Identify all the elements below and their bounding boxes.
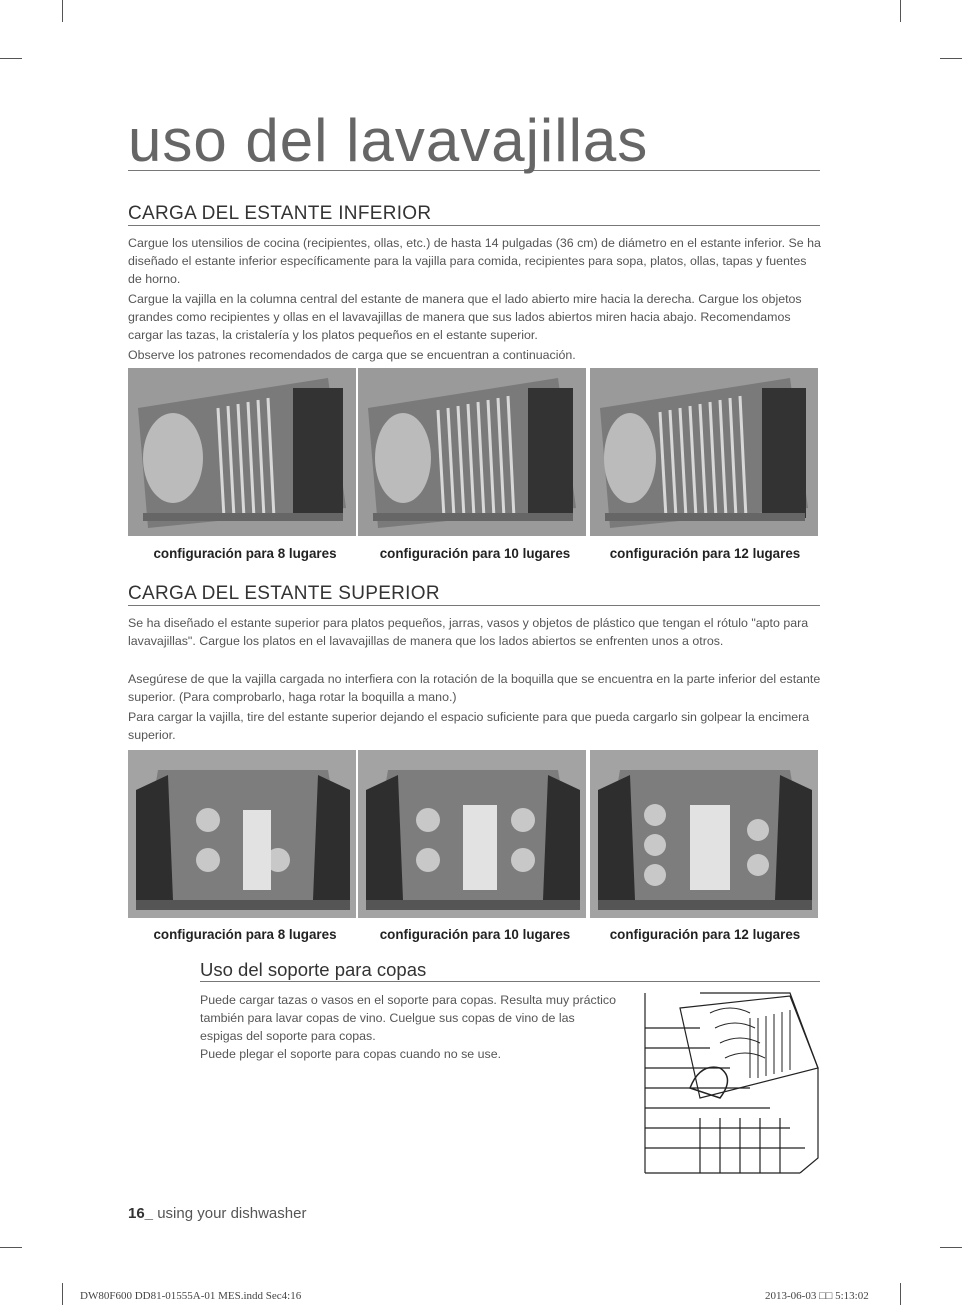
cup-shelf-paragraph: Puede cargar tazas o vasos en el soporte para copas. Resulta muy práctico también para lavar copas de vino. Cuelgue sus copas de vino de las espigas del soporte para copas. — [200, 993, 616, 1043]
lower-rack-paragraph: Observe los patrones recomendados de carga que se encuentran a continuación. — [128, 348, 576, 362]
page-title: uso del lavavajillas — [128, 112, 820, 171]
crop-mark — [900, 1283, 901, 1305]
upper-rack-caption-8: configuración para 8 lugares — [153, 927, 337, 942]
cup-shelf-illustration — [640, 988, 825, 1180]
crop-mark — [62, 1283, 63, 1305]
section-label: using your dishwasher — [153, 1205, 307, 1222]
lower-rack-caption-12: configuración para 12 lugares — [609, 546, 801, 561]
upper-rack-caption-10: configuración para 10 lugares — [379, 927, 571, 942]
crop-mark — [0, 1247, 22, 1248]
print-slug-right: 2013-06-03 □□ 5:13:02 — [765, 1290, 869, 1302]
lower-rack-caption-8: configuración para 8 lugares — [153, 546, 337, 561]
page-footer — [128, 1205, 306, 1222]
print-slug-left: DW80F600 DD81-01555A-01 MES.indd Sec4:16 — [80, 1290, 302, 1302]
crop-mark — [940, 58, 962, 59]
crop-mark — [0, 58, 22, 59]
upper-rack-photo-10 — [358, 750, 586, 918]
lower-rack-caption-10: configuración para 10 lugares — [379, 546, 571, 561]
upper-rack-paragraph: Se ha diseñado el estante superior para platos pequeños, jarras, vasos y objetos de plástico que tengan el rótulo "apto para lavavajillas". Cargue los platos en el lavavajillas de manera que los lados abiertos se enfrenten unos a otros. — [128, 616, 809, 648]
upper-rack-photo-8 — [128, 750, 356, 918]
page-number: 16_ — [128, 1205, 154, 1222]
upper-rack-paragraph: Para cargar la vajilla, tire del estante superior dejando el espacio suficiente para que pueda cargarlo sin golpear la encimera superior. — [128, 710, 810, 742]
crop-mark — [900, 0, 901, 22]
lower-rack-photo-12 — [590, 368, 818, 536]
lower-rack-heading: CARGA DEL ESTANTE INFERIOR — [128, 203, 820, 226]
lower-rack-photo-8 — [128, 368, 356, 536]
crop-mark — [62, 0, 63, 22]
upper-rack-photo-12 — [590, 750, 818, 918]
upper-rack-heading: CARGA DEL ESTANTE SUPERIOR — [128, 583, 820, 606]
upper-rack-caption-12: configuración para 12 lugares — [609, 927, 801, 942]
crop-mark — [940, 1247, 962, 1248]
lower-rack-paragraph: Cargue la vajilla en la columna central del estante de manera que el lado abierto mire hacia la derecha. Cargue los objetos grandes como recipientes y ollas en el lavavajillas de manera que sus lados abiertos miren hacia abajo. Recomendamos cargar las tazas, la cristalería y los platos pequeños en el estante superior. — [128, 292, 802, 342]
upper-rack-paragraph: Asegúrese de que la vajilla cargada no interfiera con la rotación de la boquilla que se encuentra en la parte inferior del estante superior. (Para comprobarlo, haga rotar la boquilla a mano.) — [128, 672, 821, 704]
cup-shelf-paragraph: Puede plegar el soporte para copas cuando no se use. — [200, 1047, 502, 1061]
lower-rack-paragraph: Cargue los utensilios de cocina (recipientes, ollas, etc.) de hasta 14 pulgadas (36 cm) de diámetro en el estante inferior. Se ha diseñado el estante inferior específicamente para la vajilla para comida, recipientes para sopa, platos, ollas, tapas y fuentes de horno. — [128, 236, 821, 286]
lower-rack-photo-10 — [358, 368, 586, 536]
cup-shelf-heading: Uso del soporte para copas — [200, 959, 820, 982]
